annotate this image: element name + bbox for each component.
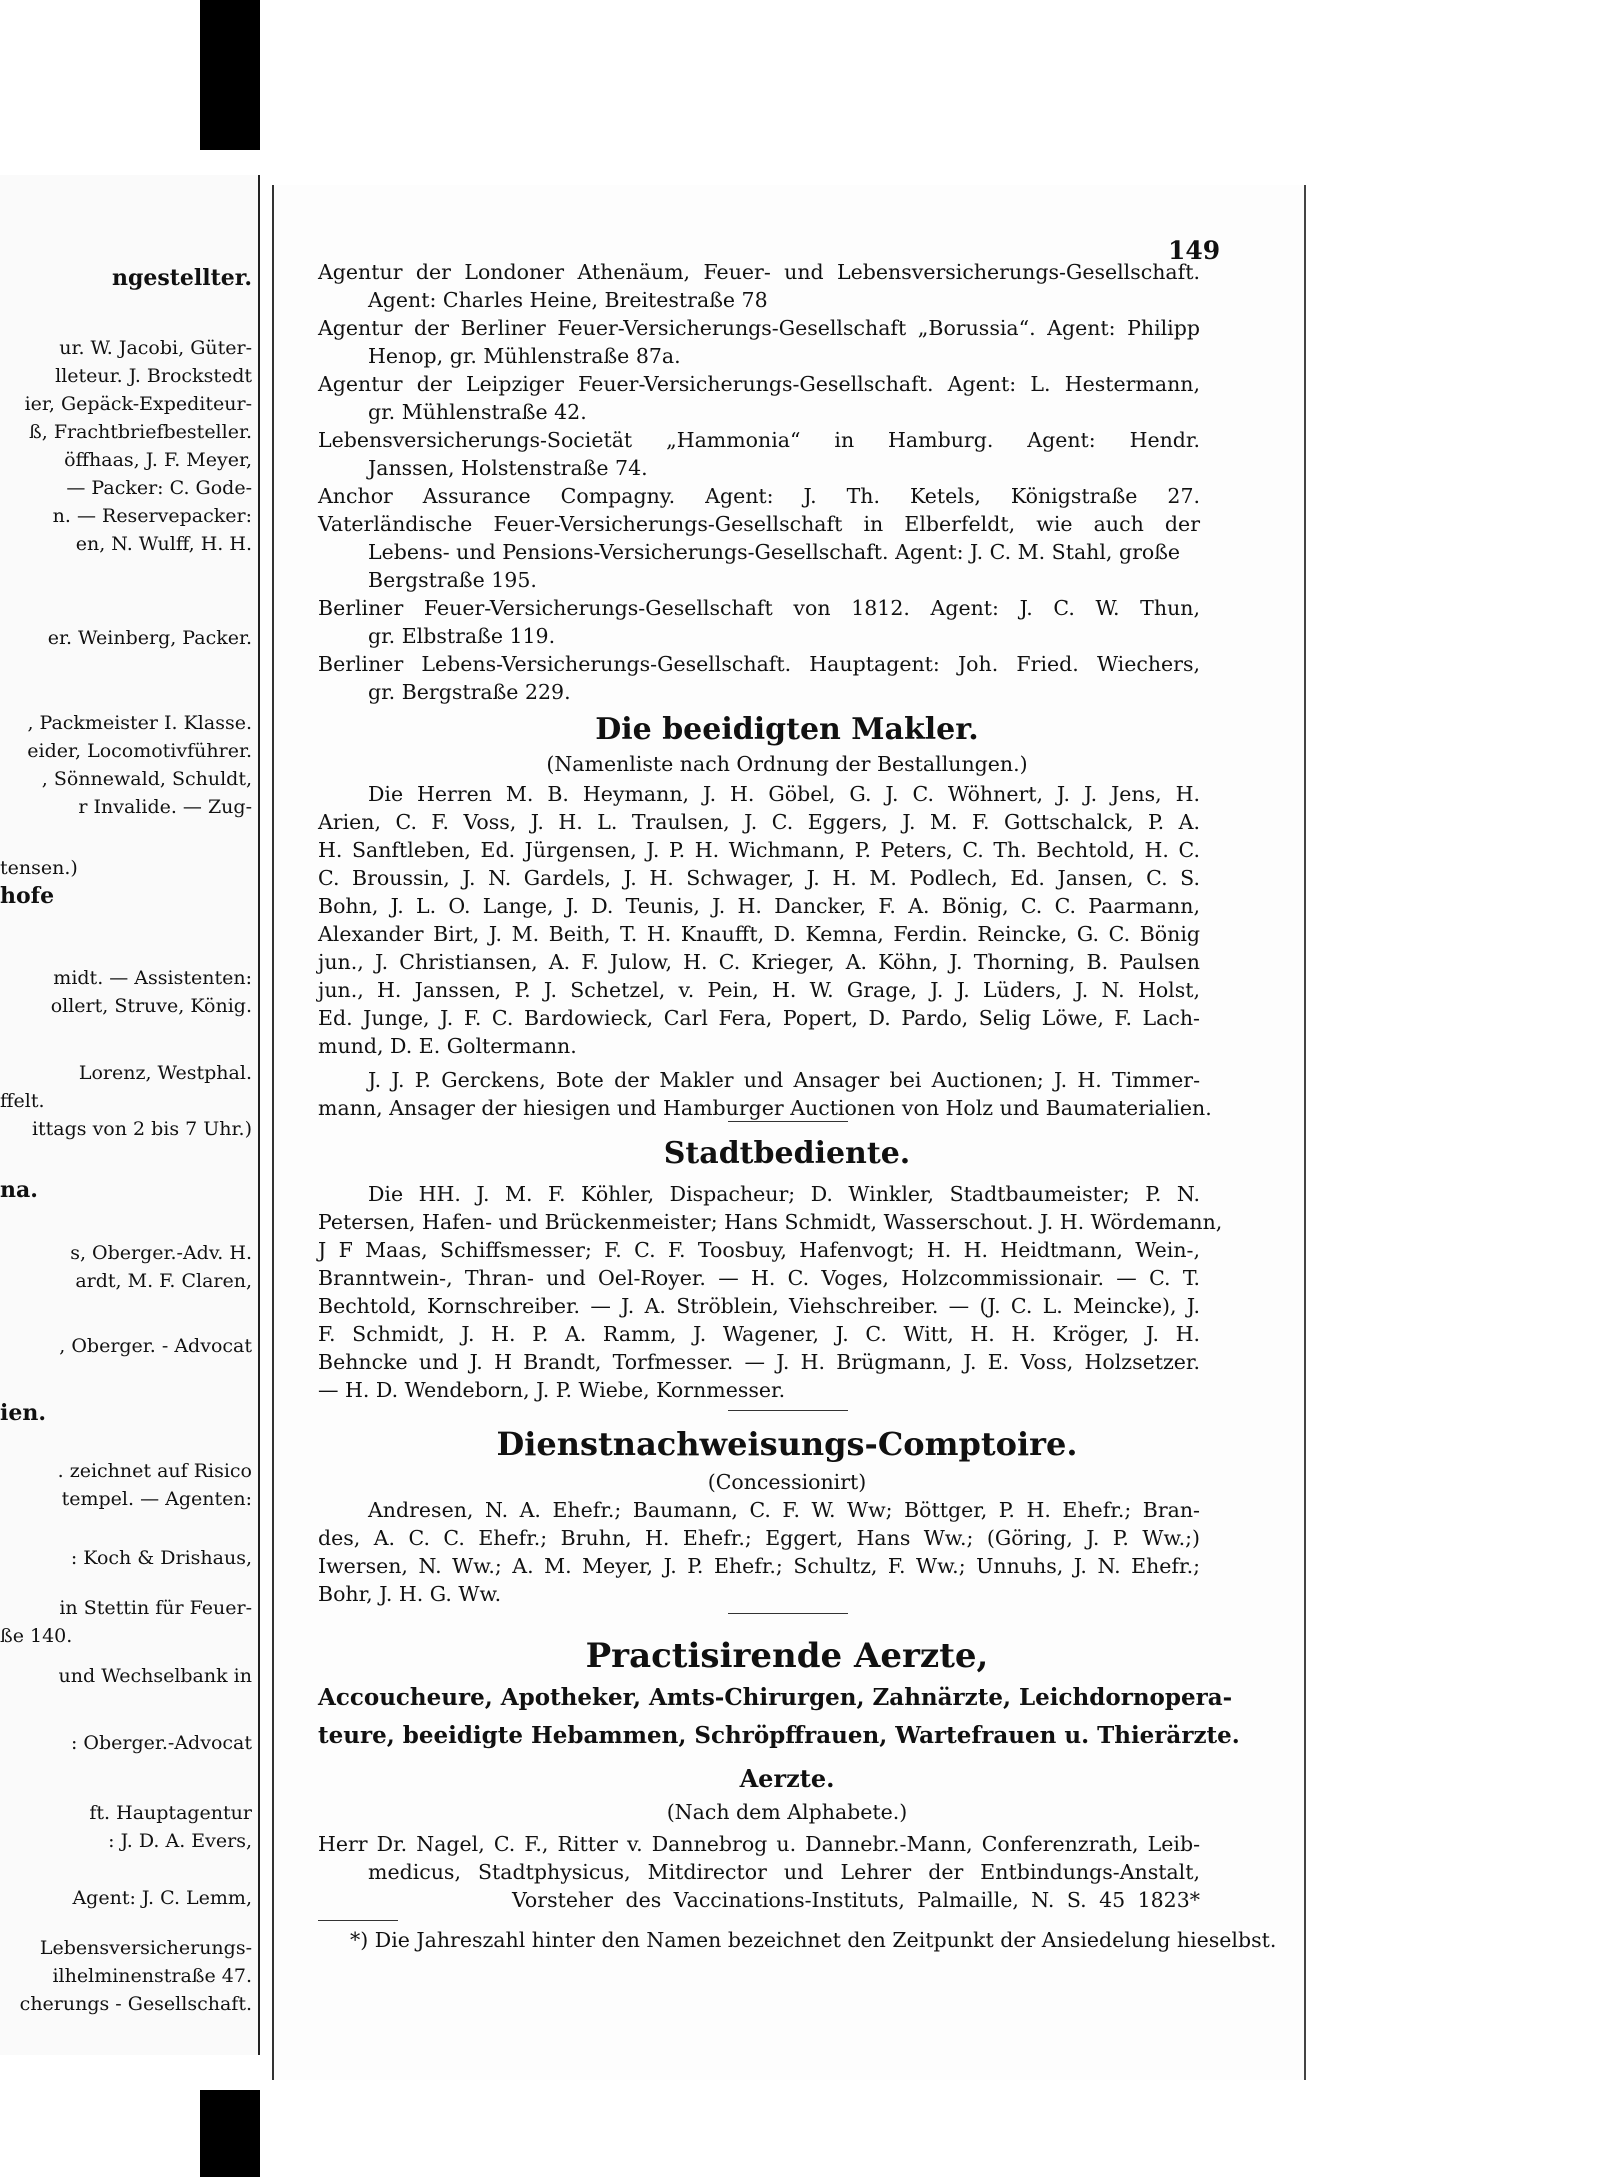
left-fragment-line: ft. Hauptagentur — [89, 1802, 252, 1824]
section-heading-makler: Die beeidigten Makler. — [595, 712, 979, 747]
left-fragment-line: — Packer: C. Gode- — [66, 477, 252, 499]
left-fragment-line: ardt, M. F. Claren, — [75, 1270, 252, 1292]
footnote: *) Die Jahreszahl hinter den Namen bezeichnet den Zeitpunkt der Ansiedelung hieselbst. — [350, 1928, 1277, 1952]
left-fragment-line: ittags von 2 bis 7 Uhr.) — [31, 1118, 252, 1140]
stadtbediente-line: Die HH. J. M. F. Köhler, Dispacheur; D. Winkler, Stadtbaumeister; P. N. — [368, 1182, 1200, 1206]
section-divider — [728, 1121, 848, 1122]
section-heading-dienst: Dienstnachweisungs-Comptoire. — [496, 1425, 1078, 1463]
insurance-entry-line: Bergstraße 195. — [368, 568, 537, 592]
left-fragment-line: eider, Locomotivführer. — [27, 740, 252, 762]
makler-list-line: Ed. Junge, J. F. C. Bardowieck, Carl Fera, Popert, D. Pardo, Selig Löwe, F. Lach- — [318, 1006, 1200, 1030]
left-fragment-line: : J. D. A. Evers, — [108, 1830, 252, 1852]
insurance-entry-line: Lebensversicherungs-Societät „Hammonia“ in Hamburg. Agent: Hendr. — [318, 428, 1200, 452]
left-fragment-line: Lebensversicherungs- — [39, 1937, 252, 1959]
left-fragment-line: tempel. — Agenten: — [61, 1488, 252, 1510]
dienst-line: Andresen, N. A. Ehefr.; Baumann, C. F. W. Ww; Böttger, P. H. Ehefr.; Bran- — [368, 1498, 1200, 1522]
stadtbediente-line: Behncke und J. H Brandt, Torfmesser. — J. H. Brügmann, J. E. Voss, Holzsetzer. — [318, 1350, 1200, 1374]
left-fragment-line: tensen.) — [0, 857, 78, 879]
makler-note-line: J. J. P. Gerckens, Bote der Makler und Ansager bei Auctionen; J. H. Timmer- — [368, 1068, 1200, 1092]
left-fragment-line: ilhelminenstraße 47. — [52, 1965, 252, 1987]
page-number: 149 — [1168, 236, 1221, 265]
insurance-entry-line: gr. Elbstraße 119. — [368, 624, 556, 648]
insurance-entry-line: Agentur der Londoner Athenäum, Feuer- und Lebensversicherungs-Gesellschaft. — [318, 260, 1200, 284]
aerzte-order-note: (Nach dem Alphabete.) — [666, 1800, 908, 1824]
makler-list-line: jun., H. Janssen, P. J. Schetzel, v. Pein, H. W. Grage, J. J. Lüders, J. N. Holst, — [318, 978, 1200, 1002]
left-fragment-line: midt. — Assistenten: — [53, 967, 252, 989]
scan-bar-top — [200, 0, 260, 150]
insurance-entry-line: gr. Bergstraße 229. — [368, 680, 571, 704]
left-fragment-line: in Stettin für Feuer- — [59, 1597, 252, 1619]
section-subheading-dienst: (Concessionirt) — [707, 1470, 867, 1494]
left-fragment-line: er. Weinberg, Packer. — [47, 627, 252, 649]
left-fragment-line: . zeichnet auf Risico — [57, 1460, 252, 1482]
left-fragment-line: Agent: J. C. Lemm, — [72, 1887, 252, 1909]
left-fragment-line: ß, Frachtbriefbesteller. — [29, 421, 252, 443]
insurance-entry-line: Lebens- und Pensions-Versicherungs-Gesellschaft. Agent: J. C. M. Stahl, große — [368, 540, 1181, 564]
makler-list-line: mund, D. E. Goltermann. — [318, 1034, 577, 1058]
insurance-entry-line: Agentur der Leipziger Feuer-Versicherungs-Gesellschaft. Agent: L. Hestermann, — [318, 372, 1200, 396]
makler-note-line: mann, Ansager der hiesigen und Hamburger Auctionen von Holz und Baumaterialien. — [318, 1096, 1212, 1120]
insurance-entry-line: Agent: Charles Heine, Breitestraße 78 — [368, 288, 768, 312]
left-fragment-line: cherungs - Gesellschaft. — [19, 1993, 252, 2015]
makler-list-line: H. Sanftleben, Ed. Jürgensen, J. P. H. Wichmann, P. Peters, C. Th. Bechtold, H. C. — [318, 838, 1200, 862]
left-fragment-line: ollert, Struve, König. — [50, 995, 252, 1017]
left-fragment-line: lleteur. J. Brockstedt — [55, 365, 252, 387]
section-heading-aerzte: Practisirende Aerzte, — [585, 1636, 989, 1676]
insurance-entry-line: Henop, gr. Mühlenstraße 87a. — [368, 344, 681, 368]
aerzte-subheading-line: teure, beeidigte Hebammen, Schröpffrauen, Wartefrauen u. Thierärzte. — [318, 1722, 1240, 1749]
aerzte-subheading-line: Accoucheure, Apotheker, Amts-Chirurgen, Zahnärzte, Leichdornopera- — [318, 1684, 1233, 1711]
left-fragment-line: na. — [0, 1177, 38, 1203]
insurance-entry-line: Janssen, Holstenstraße 74. — [368, 456, 648, 480]
stadtbediente-line: — H. D. Wendeborn, J. P. Wiebe, Kornmesser. — [318, 1378, 786, 1402]
section-heading-stadtbediente: Stadtbediente. — [663, 1136, 911, 1171]
insurance-entry-line: Agentur der Berliner Feuer-Versicherungs-Gesellschaft „Borussia“. Agent: Philipp — [318, 316, 1200, 340]
section-divider — [728, 1613, 848, 1614]
aerzte-category-heading: Aerzte. — [739, 1764, 835, 1793]
left-fragment-line: hofe — [0, 883, 55, 909]
left-fragment-line: , Sönnewald, Schuldt, — [41, 768, 252, 790]
insurance-entry-line: Berliner Lebens-Versicherungs-Gesellschaft. Hauptagent: Joh. Fried. Wiechers, — [318, 652, 1200, 676]
aerzte-entry-line: Vorsteher des Vaccinations-Instituts, Palmaille, N. S. 45 1823* — [512, 1888, 1200, 1912]
left-fragment-line: ur. W. Jacobi, Güter- — [59, 337, 252, 359]
left-page-fragment — [0, 175, 260, 2055]
left-fragment-line: , Packmeister I. Klasse. — [27, 712, 252, 734]
makler-list-line: C. Broussin, J. N. Gardels, J. H. Schwager, J. H. M. Podlech, Ed. Jansen, C. S. — [318, 866, 1200, 890]
makler-list-line: jun., J. Christiansen, A. F. Julow, H. C. Krieger, A. Köhn, J. Thorning, B. Paulsen — [318, 950, 1200, 974]
stadtbediente-line: Petersen, Hafen- und Brückenmeister; Hans Schmidt, Wasserschout. J. H. Wördemann, — [318, 1210, 1223, 1234]
makler-list-line: Die Herren M. B. Heymann, J. H. Göbel, G. J. C. Wöhnert, J. J. Jens, H. — [368, 782, 1200, 806]
insurance-entry-line: Anchor Assurance Compagny. Agent: J. Th. Ketels, Königstraße 27. — [318, 484, 1200, 508]
left-fragment-line: ße 140. — [0, 1625, 73, 1647]
insurance-entry-line: Vaterländische Feuer-Versicherungs-Gesellschaft in Elberfeldt, wie auch der — [318, 512, 1200, 536]
left-fragment-line: en, N. Wulff, H. H. — [75, 533, 252, 555]
stadtbediente-line: F. Schmidt, J. H. P. A. Ramm, J. Wagener, J. C. Witt, H. H. Kröger, J. H. — [318, 1322, 1200, 1346]
left-fragment-line: Lorenz, Westphal. — [78, 1062, 252, 1084]
section-subheading-makler: (Namenliste nach Ordnung der Bestallungen.) — [546, 752, 1028, 776]
left-fragment-line: ngestellter. — [111, 265, 252, 291]
insurance-entry-line: Berliner Feuer-Versicherungs-Gesellschaft von 1812. Agent: J. C. W. Thun, — [318, 596, 1200, 620]
left-fragment-line: s, Oberger.-Adv. H. — [70, 1242, 252, 1264]
aerzte-entry-line: Herr Dr. Nagel, C. F., Ritter v. Dannebrog u. Dannebr.-Mann, Conferenzrath, Leib- — [318, 1832, 1200, 1856]
left-fragment-line: r Invalide. — Zug- — [78, 796, 252, 818]
dienst-line: des, A. C. C. Ehefr.; Bruhn, H. Ehefr.; Eggert, Hans Ww.; (Göring, J. P. Ww.;) — [318, 1526, 1200, 1550]
stadtbediente-line: Branntwein-, Thran- und Oel-Royer. — H. C. Voges, Holzcommissionair. — C. T. — [318, 1266, 1200, 1290]
left-fragment-line: : Oberger.-Advocat — [70, 1732, 252, 1754]
aerzte-entry-line: medicus, Stadtphysicus, Mitdirector und Lehrer der Entbindungs-Anstalt, — [368, 1860, 1200, 1884]
left-fragment-line: , Oberger. - Advocat — [59, 1335, 252, 1357]
left-fragment-line: n. — Reservepacker: — [52, 505, 252, 527]
scan-bar-bottom — [200, 2090, 260, 2177]
stadtbediente-line: J F Maas, Schiffsmesser; F. C. F. Toosbuy, Hafenvogt; H. H. Heidtmann, Wein-, — [318, 1238, 1200, 1262]
makler-list-line: Arien, C. F. Voss, J. H. L. Traulsen, J. C. Eggers, J. M. F. Gottschalck, P. A. — [318, 810, 1200, 834]
left-fragment-line: ffelt. — [0, 1090, 45, 1112]
left-fragment-line: : Koch & Drishaus, — [70, 1547, 252, 1569]
dienst-line: Iwersen, N. Ww.; A. M. Meyer, J. P. Ehefr.; Schultz, F. Ww.; Unnuhs, J. N. Ehefr.; — [318, 1554, 1200, 1578]
dienst-line: Bohr, J. H. G. Ww. — [318, 1582, 502, 1606]
makler-list-line: Alexander Birt, J. M. Beith, T. H. Knaufft, D. Kemna, Ferdin. Reincke, G. C. Bönig — [318, 922, 1200, 946]
left-fragment-line: öffhaas, J. F. Meyer, — [64, 449, 252, 471]
insurance-entry-line: gr. Mühlenstraße 42. — [368, 400, 587, 424]
stadtbediente-line: Bechtold, Kornschreiber. — J. A. Ströblein, Viehschreiber. — (J. C. L. Meincke), J. — [318, 1294, 1200, 1318]
section-divider — [318, 1920, 398, 1921]
makler-list-line: Bohn, J. L. O. Lange, J. D. Teunis, J. H. Dancker, F. A. Bönig, C. C. Paarmann, — [318, 894, 1200, 918]
section-divider — [728, 1410, 848, 1411]
left-fragment-line: ier, Gepäck-Expediteur- — [24, 393, 252, 415]
left-fragment-line: und Wechselbank in — [58, 1665, 252, 1687]
left-fragment-line: ien. — [0, 1400, 47, 1426]
